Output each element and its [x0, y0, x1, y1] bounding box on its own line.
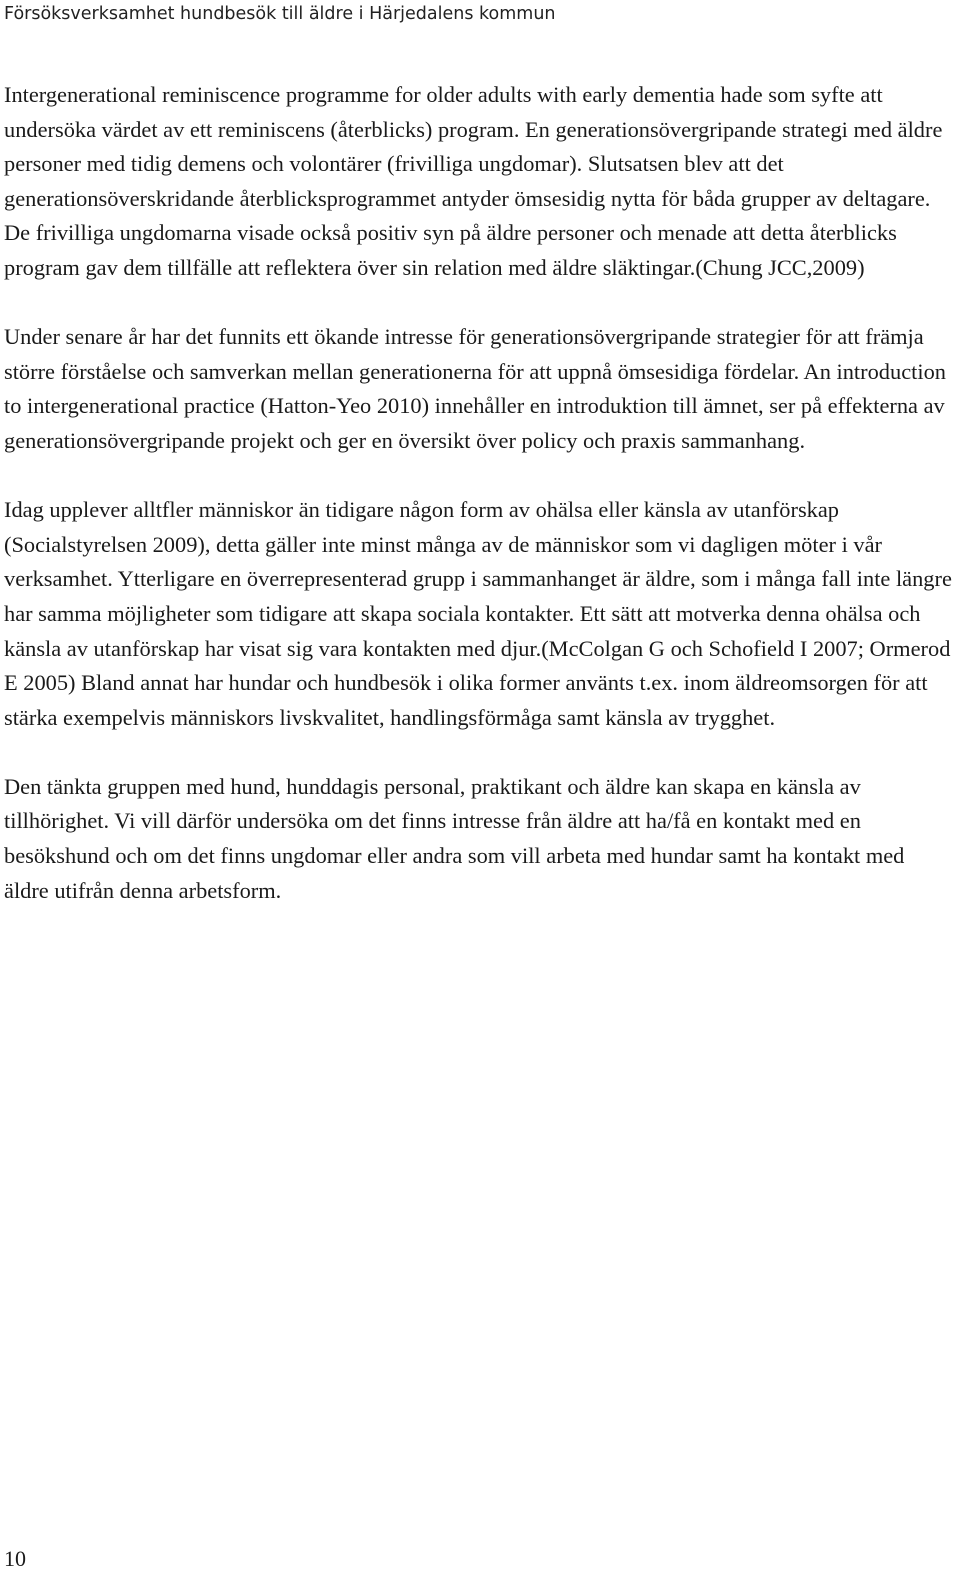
- paragraph-2: Under senare år har det funnits ett ökande intresse för generationsövergripande strategier för att främja större förståelse och samverkan mellan generationerna för att uppnå ömsesidiga fördelar. An introduction to intergenerational practice (Hatton-Yeo 2010) innehåller en introduktion till ämnet, ser på effekterna av generationsövergripande projekt och ger en översikt över policy och praxis sammanhang.: [4, 324, 946, 453]
- document-body: [4, 78, 952, 943]
- running-header: Försöksverksamhet hundbesök till äldre i Härjedalens kommun: [4, 4, 556, 24]
- paragraph-4: Den tänkta gruppen med hund, hunddagis personal, praktikant och äldre kan skapa en känsla av tillhörighet. Vi vill därför undersöka om det finns intresse från äldre att ha/få en kontakt med en besökshund och om det finns ungdomar eller andra som vill arbeta med hundar samt ha kontakt med äldre utifrån denna arbetsform.: [4, 773, 905, 903]
- paragraph-3: Idag upplever alltfler människor än tidigare någon form av ohälsa eller känsla av utanförskap (Socialstyrelsen 2009), detta gäller inte minst många av de människor som vi dagligen möter i vår verksamhet. Ytterligare en överrepresenterad grupp i sammanhanget är äldre, som i många fall inte längre har samma möjligheter som tidigare att skapa sociala kontakter. Ett sätt att motverka denna ohälsa och känsla av utanförskap har visat sig vara kontakten med djur.(McColgan G och Schofield I 2007; Ormerod E 2005) Bland annat har hundar och hundbesök i olika former använts t.ex. inom äldreomsorgen för att stärka exempelvis människors livskvalitet, handlingsförmåga samt känsla av trygghet.: [4, 497, 952, 730]
- page-number: 10: [4, 1546, 26, 1571]
- paragraph-1: Intergenerational reminiscence programme for older adults with early dementia hade som syfte att undersöka värdet av ett reminiscens (återblicks) program. En generationsövergripande strategi med äldre personer med tidig demens och volontärer (frivilliga ungdomar). Slutsatsen blev att det generationsöverskridande återblicksprogrammet antyder ömsesidig nytta för båda grupper av deltagare. De frivilliga ungdomarna visade också positiv syn på äldre personer och menade att detta återblicks program gav dem tillfälle att reflektera över sin relation med äldre släktingar.(Chung JCC,2009): [4, 82, 943, 280]
